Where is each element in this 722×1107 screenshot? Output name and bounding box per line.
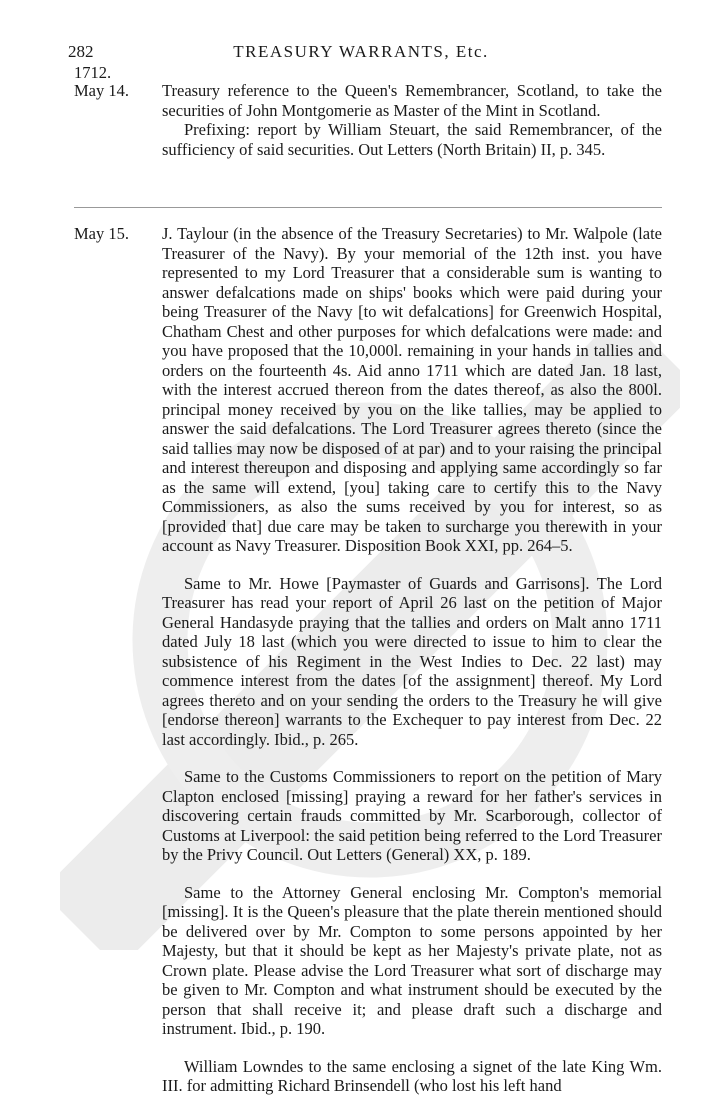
running-title: TREASURY WARRANTS, Etc. xyxy=(233,42,489,61)
paragraph-prefixing: Prefixing: report by William Steuart, the said Remembrancer, of the sufficiency of said securities. Out Letters (North Britain) II, p. 345. xyxy=(162,120,662,159)
entry-body xyxy=(162,224,662,1096)
paragraph: Same to the Attorney General enclosing Mr. Compton's memorial [missing]. It is the Queen's pleasure that the plate therein mentioned should be delivered over by Mr. Compton to some persons appointed by her Majesty, but that it should be kept as her Majesty's private plate, not as Crown plate. Please advise the Lord Treasurer what sort of discharge may be given to Mr. Compton and what instrument should be executed by the person that shall receive it; and please draft such a discharge and instrument. Ibid., p. 190. xyxy=(162,882,662,1038)
paragraph: Treasury reference to the Queen's Remembrancer, Scotland, to take the securities of John Montgomerie as Master of the Mint in Scotland. xyxy=(162,81,662,120)
entry-date: May 14. xyxy=(74,81,129,100)
entry-date: May 15. xyxy=(74,224,129,243)
paragraph: J. Taylour (in the absence of the Treasury Secretaries) to Mr. Walpole (late Treasurer of the Navy). By your memorial of the 12th inst. you have represented to my Lord Treasurer that a considerable sum is wanting to answer defalcations made on ships' books which were paid during your being Treasurer of the Navy [to wit defalcations] for Greenwich Hospital, Chatham Chest and other purposes for which defalcations were made: and you have proposed that the 10,000l. remaining in your hands in tallies and orders on the fourteenth 4s. Aid anno 1711 which are dated Jan. 18 last, with the interest accrued thereon from the dates thereof, as also the 800l. principal money received by you on the like tallies, may be applied to answer the said defalcations. The Lord Treasurer agrees thereto (since the said tallies may now be disposed of at par) and to your raising the principal and interest thereupon and disposing and applying same accordingly so far as the same will extend, [you] taking care to certify this to the Navy Commissioners, as also the sums received by you for interest, so as [provided that] due care may be taken to surcharge you therewith in your account as Navy Treasurer. Disposition Book XXI, pp. 264–5. xyxy=(162,224,662,555)
divider xyxy=(74,207,662,208)
paragraph: William Lowndes to the same enclosing a signet of the late King Wm. III. for admitting Richard Brinsendell (who lost his left hand xyxy=(162,1056,662,1095)
paragraph: Same to Mr. Howe [Paymaster of Guards and Garrisons]. The Lord Treasurer has read your report of April 26 last on the petition of Major General Handasyde praying that the tallies and orders on Malt anno 1711 dated July 18 last (which you were directed to issue to him to clear the subsistence of his Regiment in the West Indies to Dec. 22 last) may commence interest from the dates [of the assignment] thereof. My Lord agrees thereto and on your sending the orders to the Treasury he will give [endorse thereon] warrants to the Exchequer to pay interest from Dec. 22 last accordingly. Ibid., p. 265. xyxy=(162,573,662,749)
margin-year: 1712. xyxy=(74,63,112,82)
page-number: 282 xyxy=(68,42,94,61)
entry-body xyxy=(162,81,662,159)
paragraph: Same to the Customs Commissioners to report on the petition of Mary Clapton enclosed [missing] praying a reward for her father's services in discovering certain frauds committed by Mr. Scarborough, collector of Customs at Liverpool: the said petition being referred to the Lord Treasurer by the Privy Council. Out Letters (General) XX, p. 189. xyxy=(162,767,662,864)
